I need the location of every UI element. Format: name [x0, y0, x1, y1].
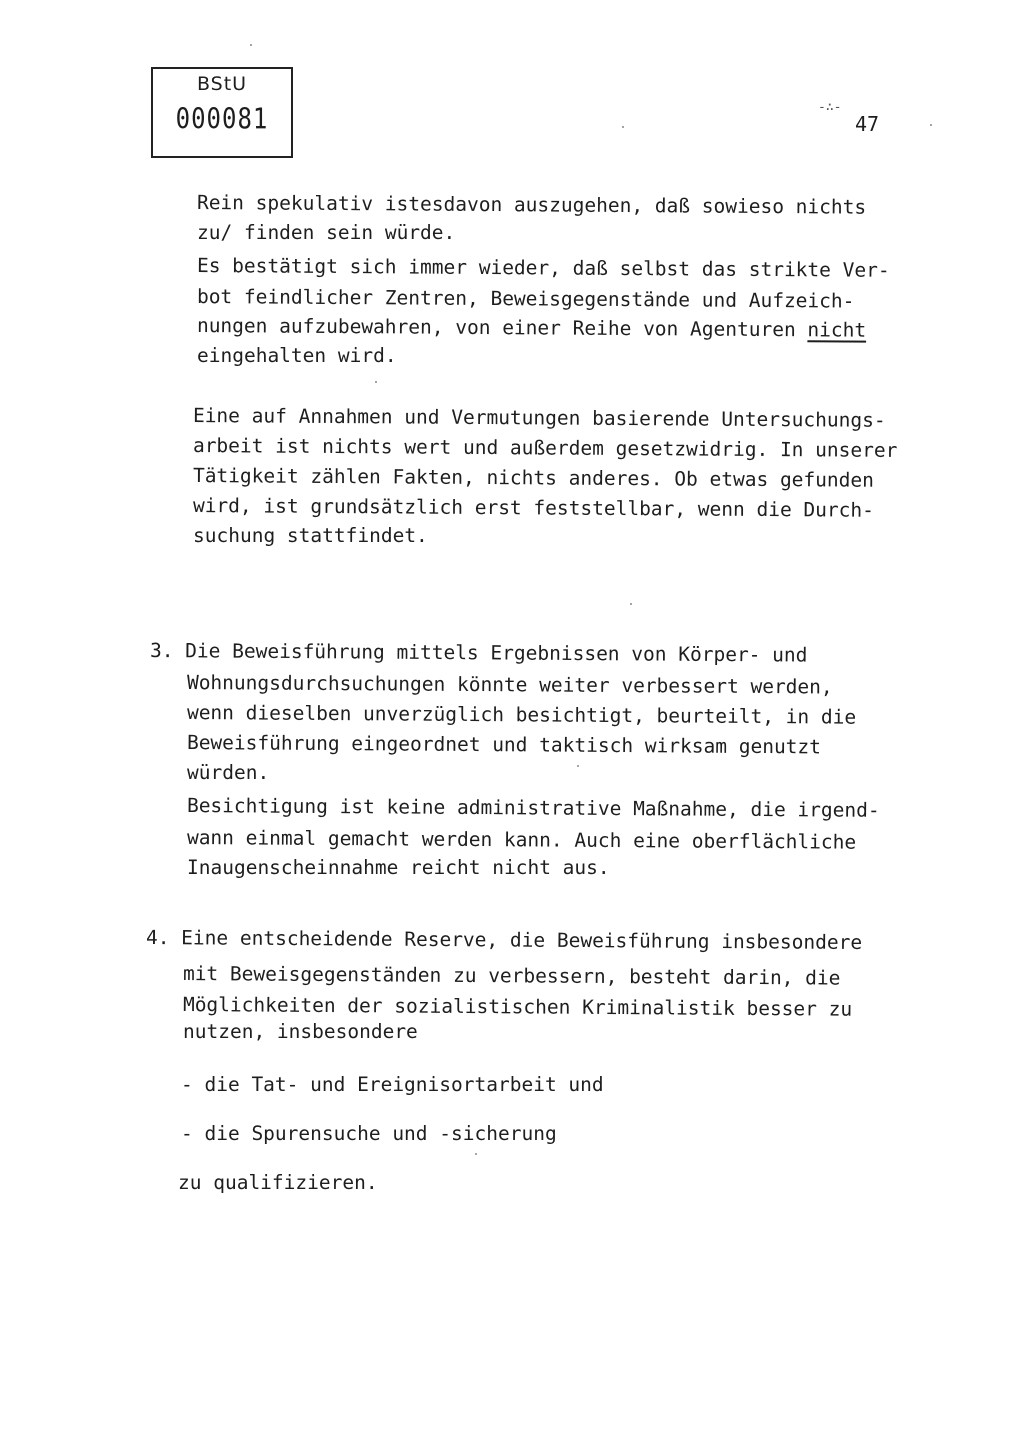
scan-speck — [630, 603, 632, 605]
text-line: Besichtigung ist keine administrative Maßnahme, die irgend- — [186, 794, 880, 822]
text-line: eingehalten wird. — [197, 344, 397, 367]
page-mark: -∴- — [818, 100, 842, 115]
stamp-title: BStU — [196, 73, 248, 95]
page-number: 47 — [855, 112, 880, 136]
bullet-item: - die Spurensuche und -sicherung — [181, 1122, 557, 1145]
text-line: mit Beweisgegenständen zu verbessern, besteht darin, die — [182, 962, 841, 990]
text-line: Beweisführung eingeordnet und taktisch wirksam genutzt — [186, 731, 822, 759]
text-line: Tätigkeit zählen Fakten, nichts anderes. Ob etwas gefunden — [192, 464, 874, 492]
list-item-3: 3. Die Beweisführung mittels Ergebnissen von Körper- und — [149, 639, 808, 667]
scan-speck — [622, 126, 624, 128]
text-span: nungen aufzubewahren, von einer Reihe von Agenturen — [196, 314, 808, 342]
list-item-4: 4. Eine entscheidende Reserve, die Beweisführung insbesondere — [145, 926, 863, 954]
text-line: zu qualifizieren. — [178, 1171, 378, 1194]
text-line: arbeit ist nichts wert und außerdem gesetzwidrig. In unserer — [192, 434, 898, 462]
scan-speck — [930, 124, 932, 126]
text-line: nutzen, insbesondere — [183, 1020, 418, 1043]
text-line: Wohnungsdurchsuchungen könnte weiter verbessert werden, — [186, 671, 833, 699]
text-line: Inaugenscheinnahme reicht nicht aus. — [187, 856, 610, 879]
text-line: Möglichkeiten der sozialistischen Kriminalistik besser zu — [182, 993, 853, 1021]
text-line: bot feindlicher Zentren, Beweisgegenstände und Aufzeich- — [196, 285, 855, 313]
scan-speck — [577, 765, 579, 767]
text-line: wenn dieselben unverzüglich besichtigt, beurteilt, in die — [186, 701, 857, 729]
text-line: Rein spekulativ istesdavon auszugehen, daß sowieso nichts — [196, 191, 867, 219]
bullet-item: - die Tat- und Ereignisortarbeit und — [181, 1073, 604, 1096]
text-line: Es bestätigt sich immer wieder, daß selbst das strikte Ver- — [196, 254, 890, 282]
underlined-word: nicht — [807, 318, 867, 342]
text-line — [197, 316, 866, 340]
text-line: Eine auf Annahmen und Vermutungen basierende Untersuchungs- — [192, 404, 886, 432]
scan-speck — [475, 1153, 477, 1155]
stamp-number: 000081 — [175, 102, 269, 136]
text-line: zu/ finden sein würde. — [197, 221, 456, 244]
text-line: würden. — [187, 761, 270, 784]
text-line: wann einmal gemacht werden kann. Auch eine oberflächliche — [186, 826, 857, 854]
text-line: wird, ist grundsätzlich erst feststellbar, wenn die Durch- — [192, 494, 874, 522]
scan-speck — [375, 381, 377, 383]
archive-stamp — [151, 67, 293, 158]
text-line: suchung stattfindet. — [193, 524, 428, 547]
scan-speck — [250, 44, 252, 46]
